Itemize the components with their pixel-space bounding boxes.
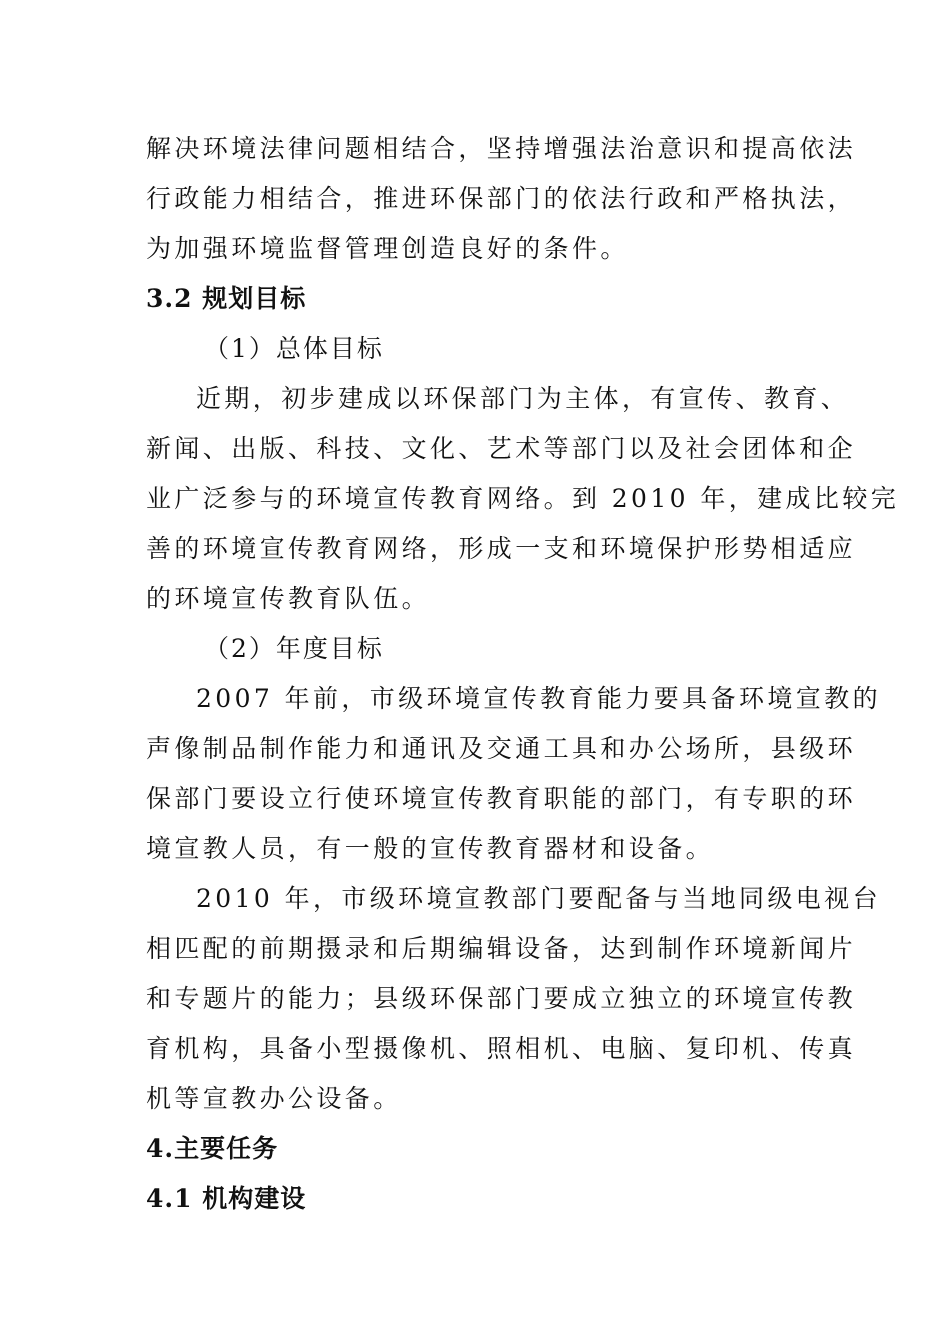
paragraph-line: 行政能力相结合，推进环保部门的依法行政和严格执法，: [146, 184, 857, 213]
paragraph-line: 机等宣教办公设备。: [146, 1084, 402, 1113]
paragraph-line: 声像制品制作能力和通讯及交通工具和办公场所，县级环: [146, 734, 857, 763]
document-body: [146, 124, 900, 1224]
paragraph-line: 2007 年前，市级环境宣传教育能力要具备环境宣教的: [196, 684, 881, 713]
section-heading-3-2: 3.2 规划目标: [146, 284, 307, 313]
paragraph-line: 和专题片的能力；县级环保部门要成立独立的环境宣传教: [146, 984, 857, 1013]
paragraph-line: 解决环境法律问题相结合，坚持增强法治意识和提高依法: [146, 134, 857, 163]
paragraph-line: 的环境宣传教育队伍。: [146, 584, 431, 613]
paragraph-line: 为加强环境监督管理创造良好的条件。: [146, 234, 629, 263]
paragraph-line: 相匹配的前期摄录和后期编辑设备，达到制作环境新闻片: [146, 934, 857, 963]
paragraph-line: 业广泛参与的环境宣传教育网络。到 2010 年，建成比较完: [146, 484, 900, 513]
paragraph-line: 2010 年，市级环境宣教部门要配备与当地同级电视台: [196, 884, 881, 913]
paragraph-line: 新闻、出版、科技、文化、艺术等部门以及社会团体和企: [146, 434, 857, 463]
paragraph-line: 近期，初步建成以环保部门为主体，有宣传、教育、: [196, 384, 850, 413]
paragraph-line: 善的环境宣传教育网络，形成一支和环境保护形势相适应: [146, 534, 857, 563]
paragraph-line: 育机构，具备小型摄像机、照相机、电脑、复印机、传真: [146, 1034, 857, 1063]
section-heading-4: 4.主要任务: [146, 1134, 279, 1163]
section-heading-4-1: 4.1 机构建设: [146, 1184, 307, 1213]
paragraph-line: 保部门要设立行使环境宣传教育职能的部门，有专职的环: [146, 784, 857, 813]
paragraph-line: 境宣教人员，有一般的宣传教育器材和设备。: [146, 834, 715, 863]
subsection-label-annual-goal: （2）年度目标: [204, 634, 384, 663]
subsection-label-overall-goal: （1）总体目标: [204, 334, 384, 363]
